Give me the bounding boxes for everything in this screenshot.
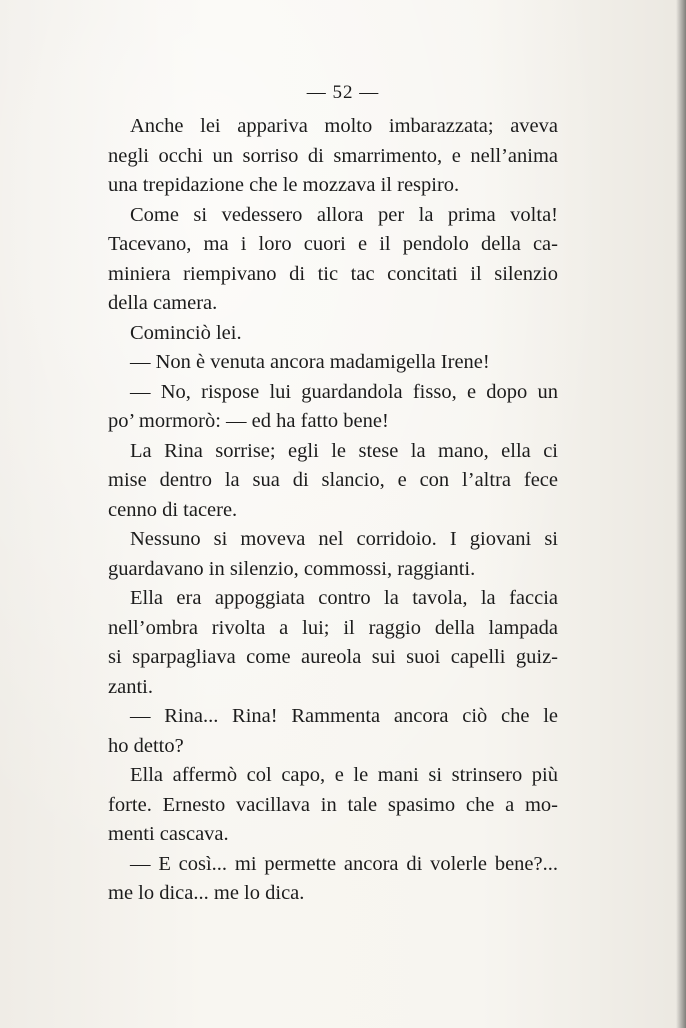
text-line: Come si vedessero allora per la prima volta! [130, 203, 558, 226]
text-line: miniera riempivano di tic tac concitati il silenzio [108, 262, 558, 285]
text-line: mise dentro la sua di slancio, e con l’altra fece [108, 469, 558, 491]
text-line: Tacevano, ma i loro cuori e il pendolo della ca- [108, 233, 558, 255]
page-edge-shadow [676, 0, 686, 1028]
text-line: — Non è venuta ancora madamigella Irene! [130, 351, 490, 373]
text-line: guardavano in silenzio, commossi, raggianti. [108, 557, 476, 580]
text-line: po’ mormorò: — ed ha fatto bene! [108, 410, 389, 432]
text-line: — Rina... Rina! Rammenta ancora ciò che le [130, 705, 558, 727]
text-line: Anche lei appariva molto imbarazzata; aveva [130, 115, 558, 137]
text-line: si sparpagliava come aureola sui suoi capelli guiz- [108, 646, 558, 668]
page-number: — 52 — [306, 82, 380, 103]
text-line: forte. Ernesto vacillava in tale spasimo che a mo- [108, 793, 558, 816]
text-line: Nessuno si moveva nel corridoio. I giovani si [130, 528, 558, 550]
text-line: me lo dica... me lo dica. [108, 882, 305, 904]
text-line: Ella era appoggiata contro la tavola, la faccia [130, 587, 558, 609]
text-line: zanti. [108, 675, 153, 698]
text-line: Cominciò lei. [130, 321, 242, 344]
text-line: ho detto? [108, 734, 184, 757]
text-line: — No, rispose lui guardandola fisso, e dopo un [130, 380, 558, 403]
body-text [108, 112, 558, 909]
text-line: cenno di tacere. [108, 498, 238, 521]
text-line: La Rina sorrise; egli le stese la mano, ella ci [130, 439, 558, 462]
text-line: una trepidazione che le mozzava il respiro. [108, 174, 460, 196]
text-line: menti cascava. [108, 823, 229, 845]
text-line: Ella affermò col capo, e le mani si strinsero più [130, 764, 558, 786]
text-line: della camera. [108, 292, 218, 314]
text-line: nell’ombra rivolta a lui; il raggio della lampada [108, 616, 558, 639]
text-line: negli occhi un sorriso di smarrimento, e nell’anima [108, 144, 558, 167]
text-line: — E così... mi permette ancora di volerle bene?... [130, 852, 558, 875]
